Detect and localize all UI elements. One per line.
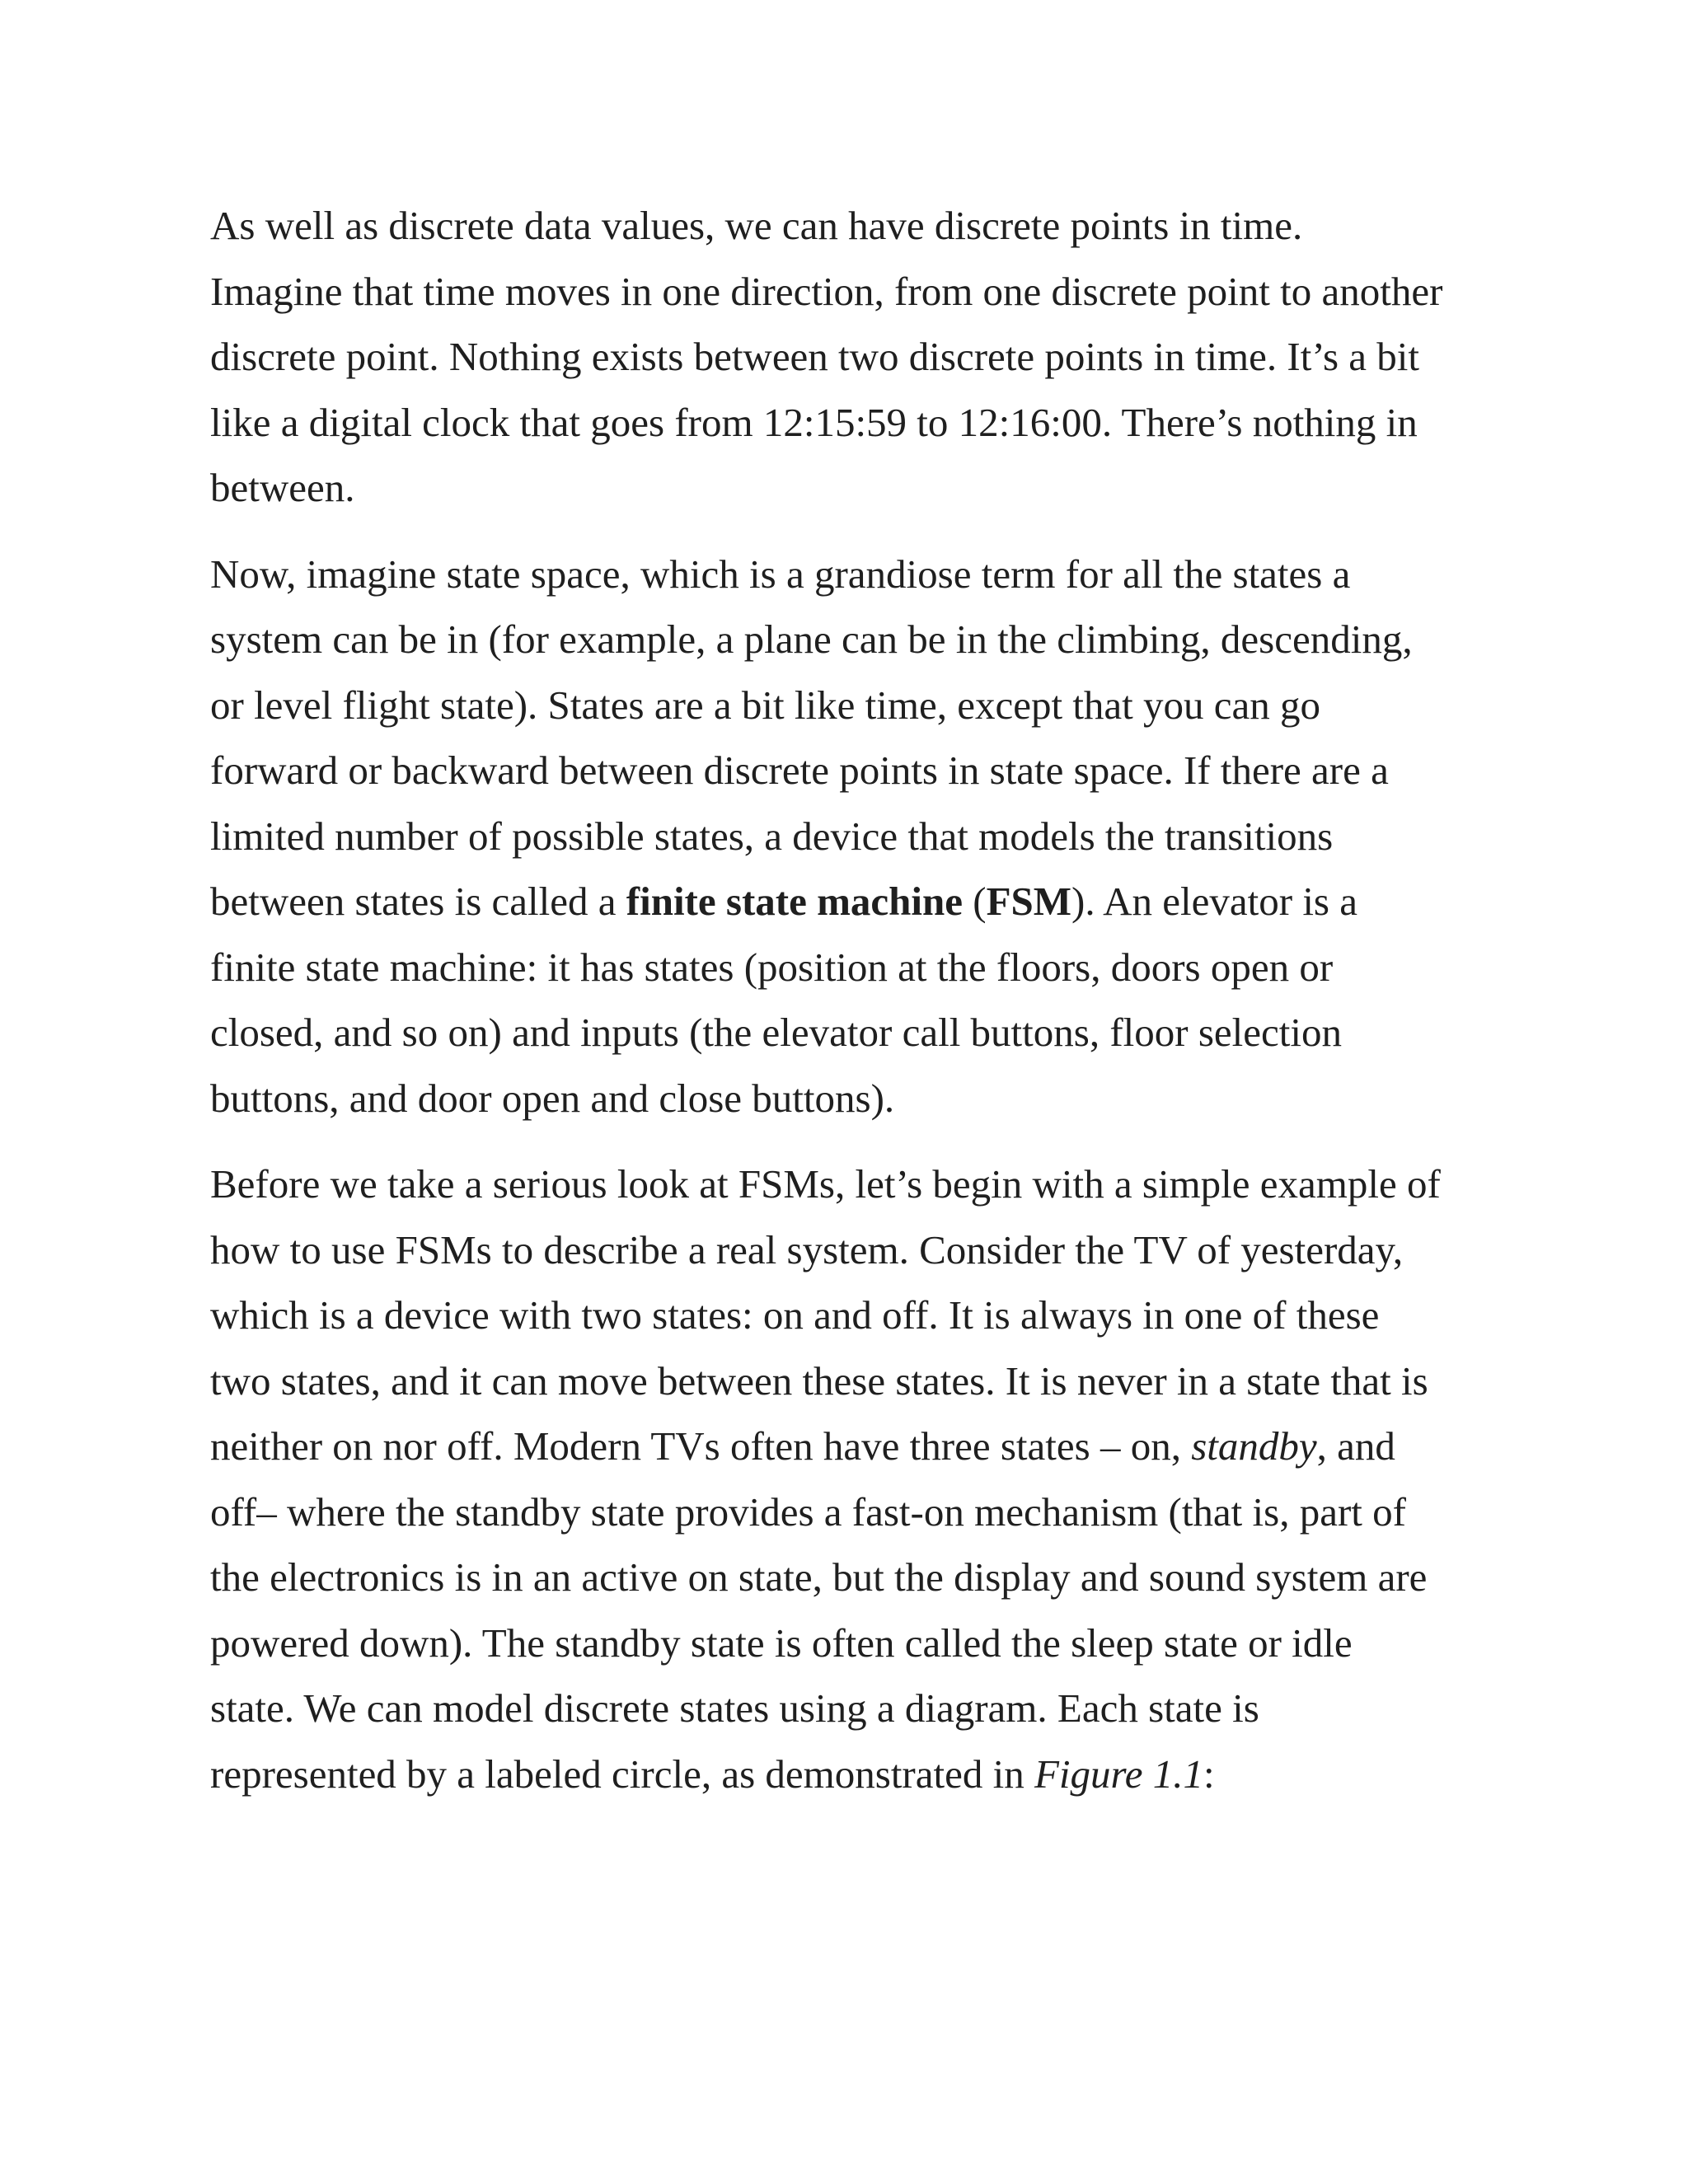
text-line: system can be in (for example, a plane can be in the climbing, descending, xyxy=(210,616,1413,662)
text-segment: ). An elevator is a xyxy=(1071,879,1358,924)
text-line: Before we take a serious look at FSMs, let’s begin with a simple example of xyxy=(210,1161,1441,1207)
text-line: powered down). The standby state is often called the sleep state or idle xyxy=(210,1619,1353,1666)
text-segment: represented by a labeled circle, as demonstrated in xyxy=(210,1750,1034,1797)
text-line: or level flight state). States are a bit like time, except that you can go xyxy=(210,682,1321,728)
text-line: As well as discrete data values, we can have discrete points in time. xyxy=(210,203,1303,248)
text-line: buttons, and door open and close buttons). xyxy=(210,1075,895,1121)
text-line: state. We can model discrete states using a diagram. Each state is xyxy=(210,1685,1259,1731)
text-line: two states, and it can move between these states. It is never in a state that is xyxy=(210,1357,1428,1404)
text-line: how to use FSMs to describe a real system. Consider the TV of yesterday, xyxy=(210,1226,1404,1272)
text-line: forward or backward between discrete points in state space. If there are a xyxy=(210,748,1389,793)
text-line-fsm-definition xyxy=(210,869,1512,935)
text-line-figure-reference xyxy=(210,1741,1512,1807)
text-segment: ( xyxy=(963,879,987,924)
text-line: closed, and so on) and inputs (the elevator call buttons, floor selection xyxy=(210,1010,1343,1055)
text-line: the electronics is in an active on state, but the display and sound system are xyxy=(210,1554,1428,1600)
text-line: which is a device with two states: on and off. It is always in one of these xyxy=(210,1292,1380,1338)
text-line: limited number of possible states, a device that models the transitions xyxy=(210,813,1334,859)
paragraph-tv-example xyxy=(210,1151,1512,1807)
italic-term-standby: standby xyxy=(1191,1423,1317,1469)
text-line: Imagine that time moves in one direction, from one discrete point to another xyxy=(210,268,1443,314)
document-page xyxy=(210,193,1512,1827)
text-segment: neither on nor off. Modern TVs often have three states – on, xyxy=(210,1423,1192,1469)
text-segment: , and xyxy=(1316,1423,1395,1469)
paragraph-discrete-time xyxy=(210,193,1512,521)
figure-reference: Figure 1.1 xyxy=(1034,1750,1204,1797)
text-line-standby xyxy=(210,1413,1512,1479)
text-line: between. xyxy=(210,465,355,510)
text-line: off– where the standby state provides a fast-on mechanism (that is, part of xyxy=(210,1488,1406,1535)
text-line: Now, imagine state space, which is a grandiose term for all the states a xyxy=(210,551,1351,597)
text-segment: between states is called a xyxy=(210,879,626,924)
text-line: like a digital clock that goes from 12:15:59 to 12:16:00. There’s nothing in xyxy=(210,399,1418,445)
bold-term-fsm: FSM xyxy=(986,879,1072,924)
bold-term-finite-state-machine: finite state machine xyxy=(626,879,964,924)
text-line: finite state machine: it has states (position at the floors, doors open or xyxy=(210,944,1334,990)
paragraph-state-space xyxy=(210,541,1512,1132)
text-line: discrete point. Nothing exists between two discrete points in time. It’s a bit xyxy=(210,334,1420,379)
text-segment: : xyxy=(1203,1750,1215,1797)
